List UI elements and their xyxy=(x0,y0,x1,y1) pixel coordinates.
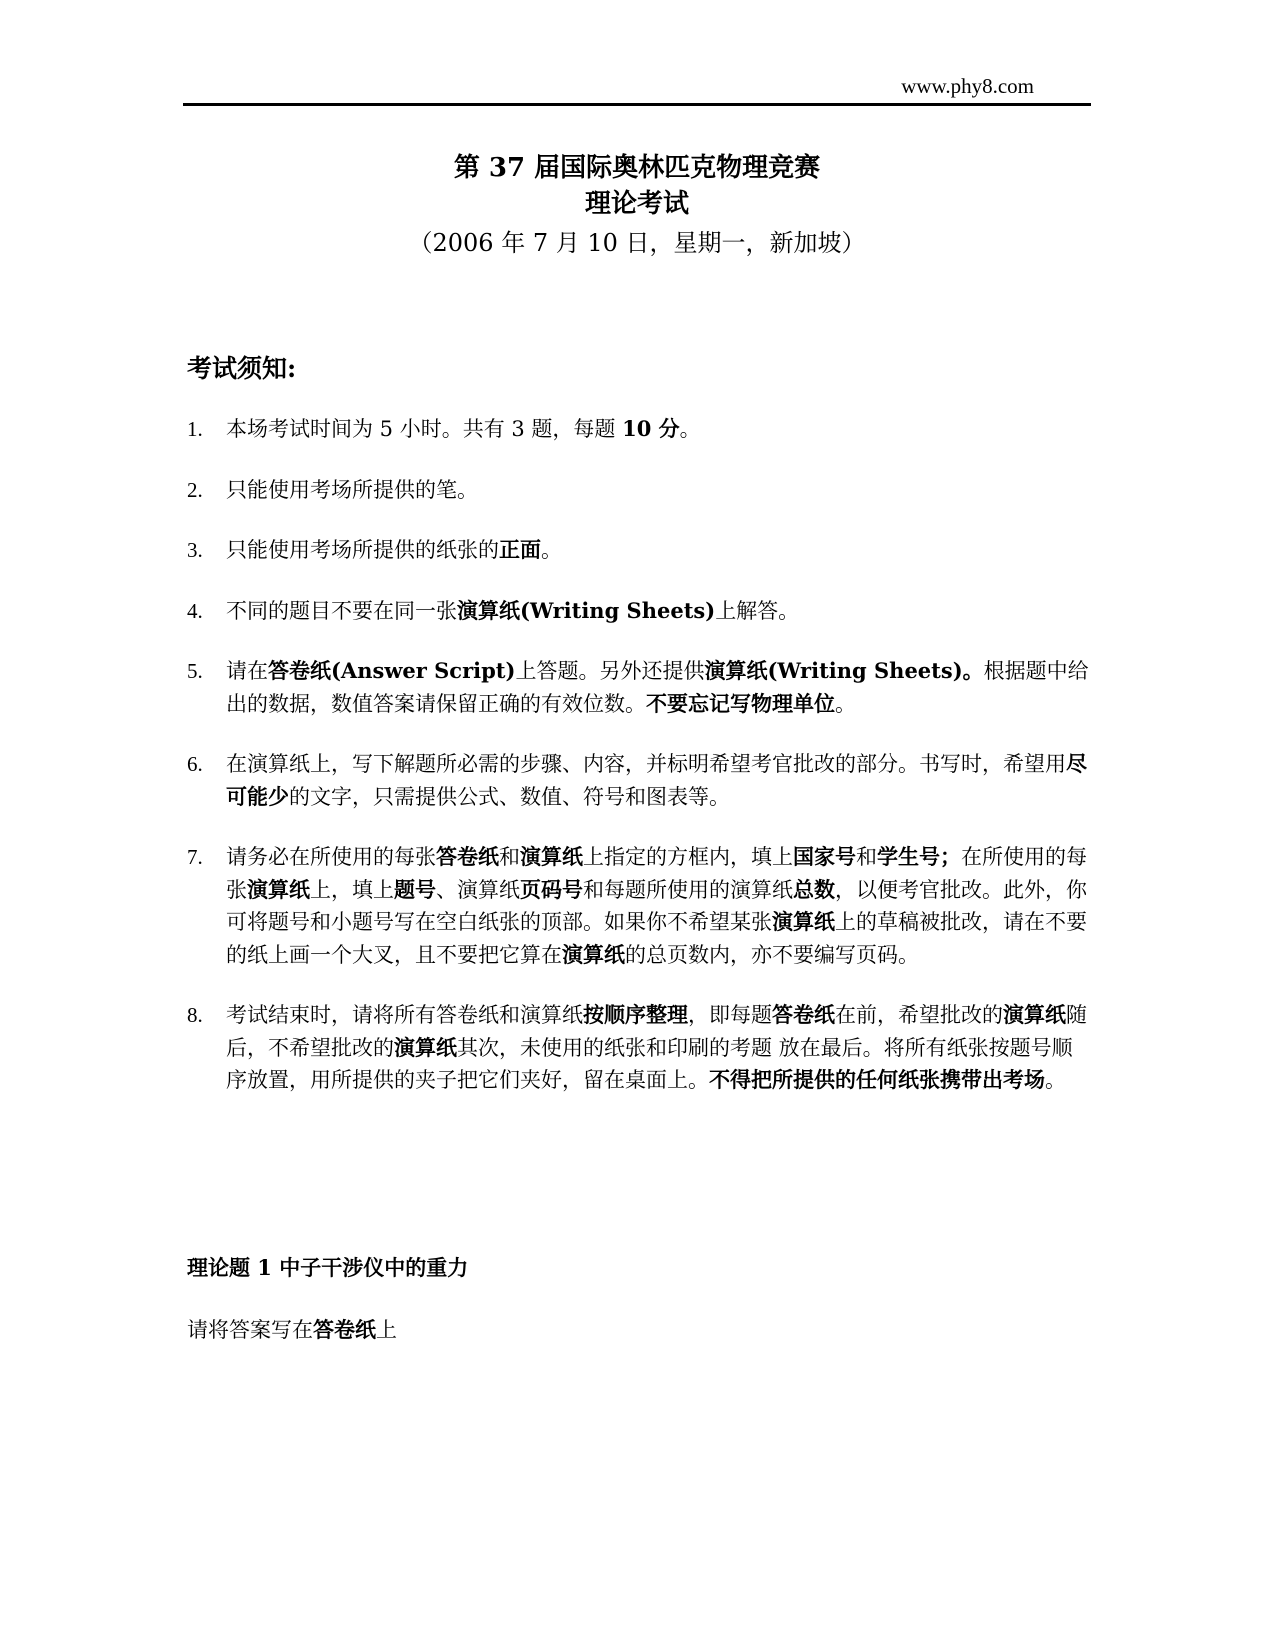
instruction-text: 。 xyxy=(679,417,701,441)
exam-date: （2006 年 7 月 10 日，星期一，新加坡） xyxy=(408,229,866,257)
instruction-text: 上的草稿被批改，请在不要的纸上画一个大叉，且不要把它算在 xyxy=(226,910,1087,967)
instruction-item xyxy=(187,999,1089,1097)
instruction-emphasis: 页码号 xyxy=(520,876,583,902)
instruction-number: 7. xyxy=(187,845,203,869)
instruction-text: 。 xyxy=(1045,1068,1066,1092)
instruction-text: ，即每题 xyxy=(688,1003,772,1027)
instruction-number: 1. xyxy=(187,417,203,441)
title-block xyxy=(183,150,1091,262)
instruction-emphasis: 答卷纸 xyxy=(772,1002,835,1027)
instruction-number: 3. xyxy=(187,538,203,562)
instruction-item xyxy=(187,413,1089,446)
instruction-text: 上指定的方框内，填上 xyxy=(583,845,793,869)
instruction-text: 请在 xyxy=(226,659,268,683)
instruction-emphasis: 不得把所提供的任何纸张携带出考场 xyxy=(709,1067,1045,1092)
instruction-text: 随后，不希望批改的 xyxy=(226,1003,1087,1060)
instruction-text: 在前，希望批改的 xyxy=(835,1003,1003,1027)
notice-heading: 考试须知: xyxy=(187,354,297,383)
instruction-emphasis: 演算纸 xyxy=(1003,1002,1066,1027)
instruction-emphasis: 不要忘记写物理单位 xyxy=(646,690,835,716)
instruction-emphasis: 演算纸 xyxy=(394,1034,457,1060)
instruction-emphasis: 演算纸(Writing Sheets)。 xyxy=(704,658,984,683)
instruction-text: 在演算纸上，写下解题所必需的步骤、内容，并标明希望考官批改的部分。书写时，希望用 xyxy=(226,752,1066,776)
instruction-text: 和每题所使用的演算纸 xyxy=(583,877,793,902)
answer-note xyxy=(187,1314,397,1346)
instruction-emphasis: 学生号； xyxy=(877,844,961,869)
instruction-text: 其次，未使用的纸张和印刷的考题 放在最后。将所有纸张按题号顺序放置，用所提供的夹子把它们夹好，留在桌面上。 xyxy=(226,1035,1073,1092)
instruction-text: 考试结束时，请将所有答卷纸和演算纸 xyxy=(226,1003,583,1027)
instruction-number: 6. xyxy=(187,752,203,776)
instruction-text: 上答题。另外还提供 xyxy=(515,659,705,683)
instruction-text: 和 xyxy=(856,845,877,869)
instruction-emphasis: 演算纸 xyxy=(247,876,310,902)
instruction-number: 2. xyxy=(187,477,203,502)
instruction-text: 、演算纸 xyxy=(436,877,520,902)
instruction-text: 和 xyxy=(499,845,520,869)
instruction-emphasis: 演算纸 xyxy=(772,909,835,934)
instruction-emphasis: 演算纸(Writing Sheets) xyxy=(457,597,716,623)
answer-note-bold: 答卷纸 xyxy=(313,1317,376,1342)
instructions-list xyxy=(187,413,1089,1125)
answer-note-suffix: 上 xyxy=(376,1318,397,1342)
competition-title: 第 37 届国际奥林匹克物理竞赛 xyxy=(453,153,821,183)
instruction-emphasis: 题号 xyxy=(394,876,436,902)
instruction-text: 。 xyxy=(835,691,856,716)
header-rule xyxy=(183,103,1091,106)
instruction-emphasis: 答卷纸(Answer Script) xyxy=(268,658,516,683)
instruction-text: 在所使用的每张 xyxy=(226,845,1087,902)
instruction-emphasis: 演算纸 xyxy=(520,844,583,869)
problem-title: 理论题 1 中子干涉仪中的重力 xyxy=(187,1255,469,1280)
instruction-emphasis: 国家号 xyxy=(793,844,856,869)
instruction-item xyxy=(187,655,1089,720)
instruction-emphasis: 10 分 xyxy=(622,416,680,441)
instruction-emphasis: 正面 xyxy=(499,537,541,562)
instruction-number: 8. xyxy=(187,1003,203,1027)
header-url: www.phy8.com xyxy=(901,74,1034,98)
instruction-text: 上，填上 xyxy=(310,877,394,902)
instruction-text: 只能使用考场所提供的纸张的 xyxy=(226,538,499,562)
exam-title: 理论考试 xyxy=(584,189,689,219)
instruction-emphasis: 按顺序整理 xyxy=(583,1002,688,1027)
instruction-item xyxy=(187,595,1089,628)
instruction-emphasis: 演算纸 xyxy=(562,941,625,967)
instruction-text: 。 xyxy=(541,538,562,562)
instruction-text: 的文字，只需提供公式、数值、符号和图表等。 xyxy=(289,784,730,809)
instruction-item xyxy=(187,534,1089,567)
instruction-number: 4. xyxy=(187,598,203,623)
instruction-number: 5. xyxy=(187,659,203,683)
instruction-emphasis: 答卷纸 xyxy=(436,844,499,869)
instruction-emphasis: 总数 xyxy=(793,876,835,902)
instruction-text: 根据题中给出的数据，数值答案请保留正确的有效位数。 xyxy=(226,659,1089,716)
answer-note-prefix: 请将答案写在 xyxy=(187,1318,313,1342)
instruction-text: 本场考试时间为 5 小时。共有 3 题，每题 xyxy=(226,417,623,441)
instruction-text: 上解答。 xyxy=(715,598,800,623)
instruction-text: 不同的题目不要在同一张 xyxy=(226,598,457,623)
instruction-item xyxy=(187,841,1089,971)
instruction-text: 只能使用考场所提供的笔。 xyxy=(226,477,478,502)
instruction-item xyxy=(187,474,1089,507)
instruction-text: 请务必在所使用的每张 xyxy=(226,845,436,869)
instruction-text: 的总页数内，亦不要编写页码。 xyxy=(625,942,919,967)
instruction-text: ，以便考官批改。此外，你可将题号和小题号写在空白纸张的顶部。如果你不希望某张 xyxy=(226,877,1087,934)
instruction-item xyxy=(187,748,1089,813)
instruction-emphasis: 尽可能少 xyxy=(226,751,1087,809)
